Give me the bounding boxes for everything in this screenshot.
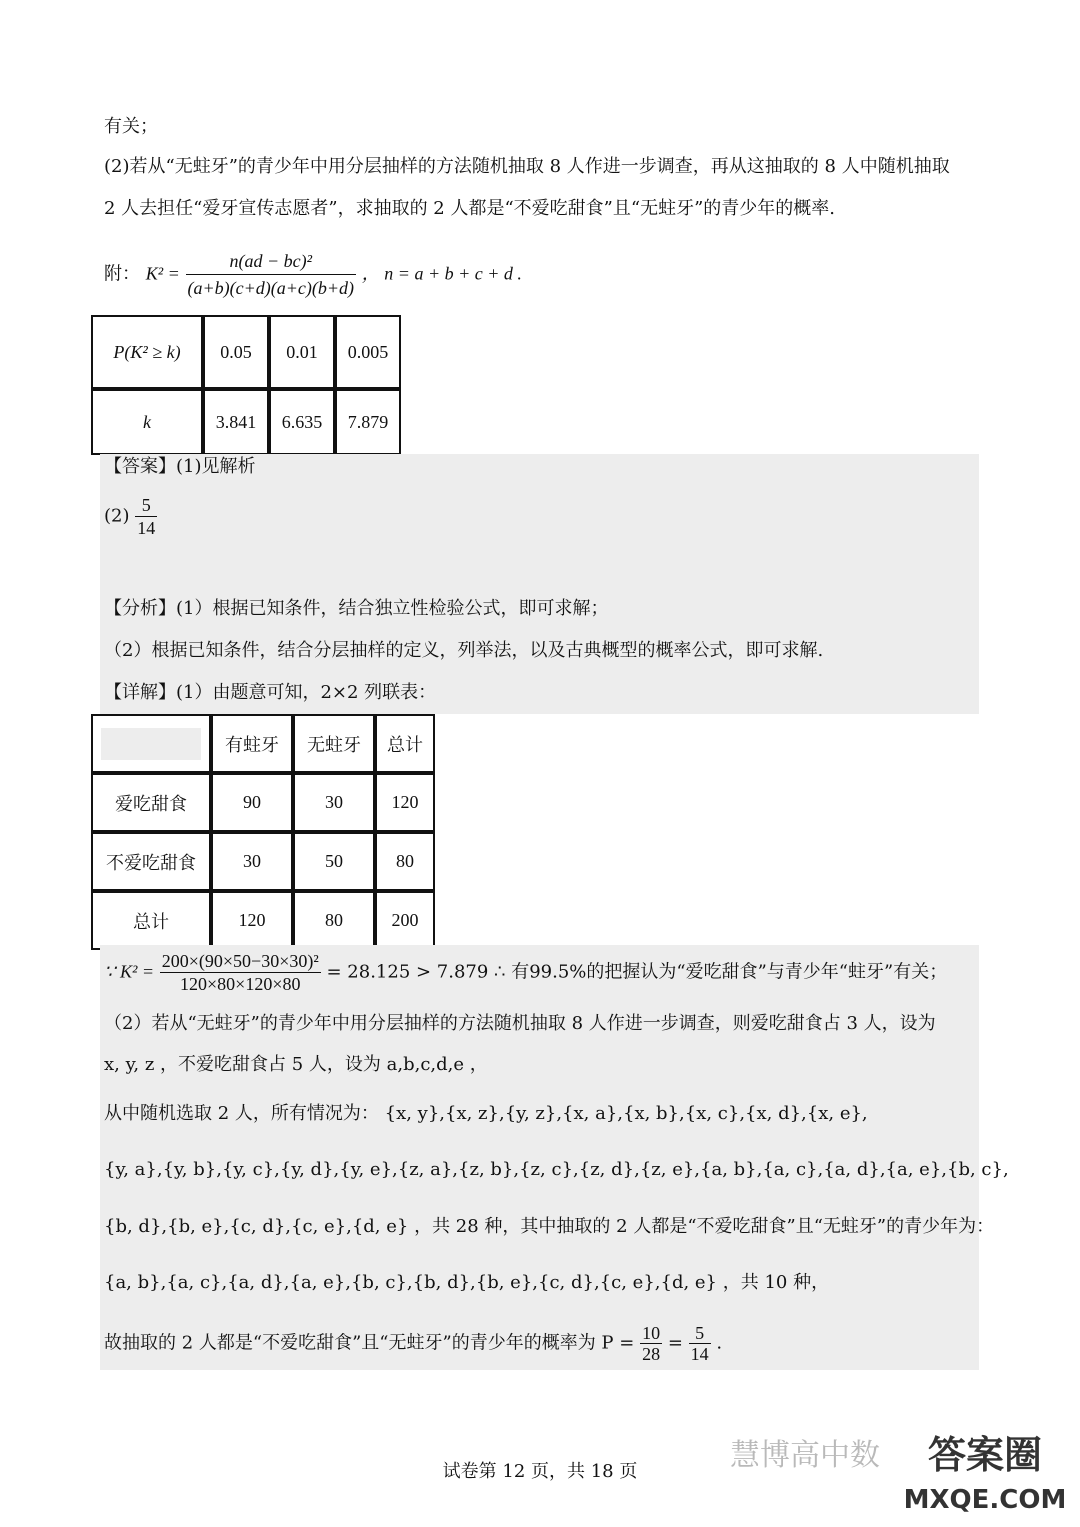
answer-fraction <box>135 494 157 539</box>
table-cell: 有蛀牙 <box>211 714 293 773</box>
watermark: 慧博高中数 <box>730 1438 880 1473</box>
numerator: 5 <box>695 1323 705 1343</box>
detail-line: {a, b},{a, c},{a, d},{a, e},{b, c},{b, d},{b, e},{c, d},{c, e},{d, e} ，共 10 种， <box>104 1272 830 1293</box>
denominator: 120×80×120×80 <box>160 972 321 995</box>
table-row <box>91 315 401 389</box>
table-cell: k <box>91 389 203 455</box>
table-cell: 120 <box>211 891 293 950</box>
table-row <box>91 891 435 950</box>
numerator: 10 <box>642 1323 661 1343</box>
table-cell: 30 <box>293 773 375 832</box>
svg-text:MXQE.COM: MXQE.COM <box>903 1485 1067 1515</box>
page-footer: 试卷第 12 页，共 18 页 <box>442 1461 638 1482</box>
table-cell: 90 <box>211 773 293 832</box>
contingency-table <box>91 714 435 950</box>
numerator: n(ad − bc)² <box>229 251 313 271</box>
table-cell <box>91 714 211 773</box>
detail-line: {y, a},{y, b},{y, c},{y, d},{y, e},{z, a},{z, b},{z, c},{z, d},{z, e},{a, b},{a, c},{a, d},{a, e},{b, c}, <box>104 1159 1009 1180</box>
detail-line: x, y, z ，不爱吃甜食占 5 人，设为 a,b,c,d,e ， <box>104 1054 488 1075</box>
table-cell: 0.05 <box>203 315 269 389</box>
table-cell: 无蛀牙 <box>293 714 375 773</box>
detail-line: 从中随机选取 2 人，所有情况为： {x, y},{x, z},{y, z},{x, a},{x, b},{x, c},{x, d},{x, e}, <box>104 1103 868 1124</box>
table-row <box>91 773 435 832</box>
analysis-line: （2）根据已知条件，结合分层抽样的定义，列举法，以及古典概型的概率公式，即可求解. <box>104 640 824 661</box>
numerator: 5 <box>141 495 151 515</box>
formula-line <box>104 248 522 301</box>
denominator: 14 <box>137 518 156 538</box>
formula-k2: K² = <box>145 263 180 284</box>
formula-k2: ∵ K² = <box>104 961 155 982</box>
table-row <box>91 832 435 891</box>
analysis-line: 【分析】(1）根据已知条件，结合独立性检验公式，即可求解； <box>104 598 609 619</box>
table-cell: 30 <box>211 832 293 891</box>
text-line: 2 人去担任“爱牙宣传志愿者”，求抽取的 2 人都是“不爱吃甜食”且“无蛀牙”的青少年的概率. <box>104 198 836 219</box>
denominator: (a+b)(c+d)(a+c)(b+d) <box>186 274 357 301</box>
label: (2) <box>104 505 130 527</box>
table-cell: 200 <box>375 891 435 950</box>
table-cell: 0.005 <box>335 315 401 389</box>
table-row <box>91 714 435 773</box>
denominator: 14 <box>690 1344 709 1364</box>
text: 故抽取的 2 人都是“不爱吃甜食”且“无蛀牙”的青少年的概率为 P = <box>104 1332 635 1354</box>
answer-line <box>104 494 157 539</box>
table-cell: 80 <box>375 832 435 891</box>
table-cell: 50 <box>293 832 375 891</box>
table-cell: 6.635 <box>269 389 335 455</box>
label: 附： <box>104 263 140 285</box>
critical-value-table <box>91 315 401 455</box>
prob-fraction-2 <box>689 1323 711 1364</box>
table-cell: 总计 <box>91 891 211 950</box>
answer-line: 【答案】(1)见解析 <box>104 456 256 477</box>
text-line: 有关； <box>104 116 158 137</box>
table-cell: 7.879 <box>335 389 401 455</box>
table-cell: 总计 <box>375 714 435 773</box>
denominator: 28 <box>642 1344 661 1364</box>
numerator: 200×(90×50−30×30)² <box>161 951 319 971</box>
table-cell: 不爱吃甜食 <box>91 832 211 891</box>
table-cell: 120 <box>375 773 435 832</box>
watermark-logo <box>900 1420 1070 1520</box>
table-cell: P(K² ≥ k) <box>91 315 203 389</box>
svg-text:答案圈: 答案圈 <box>927 1433 1043 1477</box>
formula-tail: ， n = a + b + c + d . <box>361 263 522 284</box>
period: . <box>716 1332 723 1354</box>
detail-line <box>104 1323 722 1364</box>
analysis-line: 【详解】(1）由题意可知，2×2 列联表： <box>104 682 437 703</box>
table-cell: 3.841 <box>203 389 269 455</box>
table-row <box>91 389 401 455</box>
table-cell: 0.01 <box>269 315 335 389</box>
table-cell: 爱吃甜食 <box>91 773 211 832</box>
table-cell: 80 <box>293 891 375 950</box>
detail-line <box>104 950 947 995</box>
detail-line: {b, d},{b, e},{c, d},{c, e},{d, e} ，共 28 种，其中抽取的 2 人都是“不爱吃甜食”且“无蛀牙”的青少年为： <box>104 1216 995 1237</box>
equals: = <box>667 1332 683 1354</box>
answer-block <box>100 454 979 714</box>
formula-fraction <box>186 248 357 301</box>
prob-fraction-1 <box>640 1323 662 1364</box>
text-line: (2)若从“无蛀牙”的青少年中用分层抽样的方法随机抽取 8 人作进一步调查，再从这抽取的 8 人中随机抽取 <box>104 156 950 177</box>
detail-line: （2）若从“无蛀牙”的青少年中用分层抽样的方法随机抽取 8 人作进一步调查，则爱吃甜食占 3 人，设为 <box>104 1013 936 1034</box>
k2-fraction <box>160 950 321 995</box>
conclusion: = 28.125 > 7.879 ∴ 有99.5%的把握认为“爱吃甜食”与青少年“蛀牙”有关； <box>326 961 948 983</box>
